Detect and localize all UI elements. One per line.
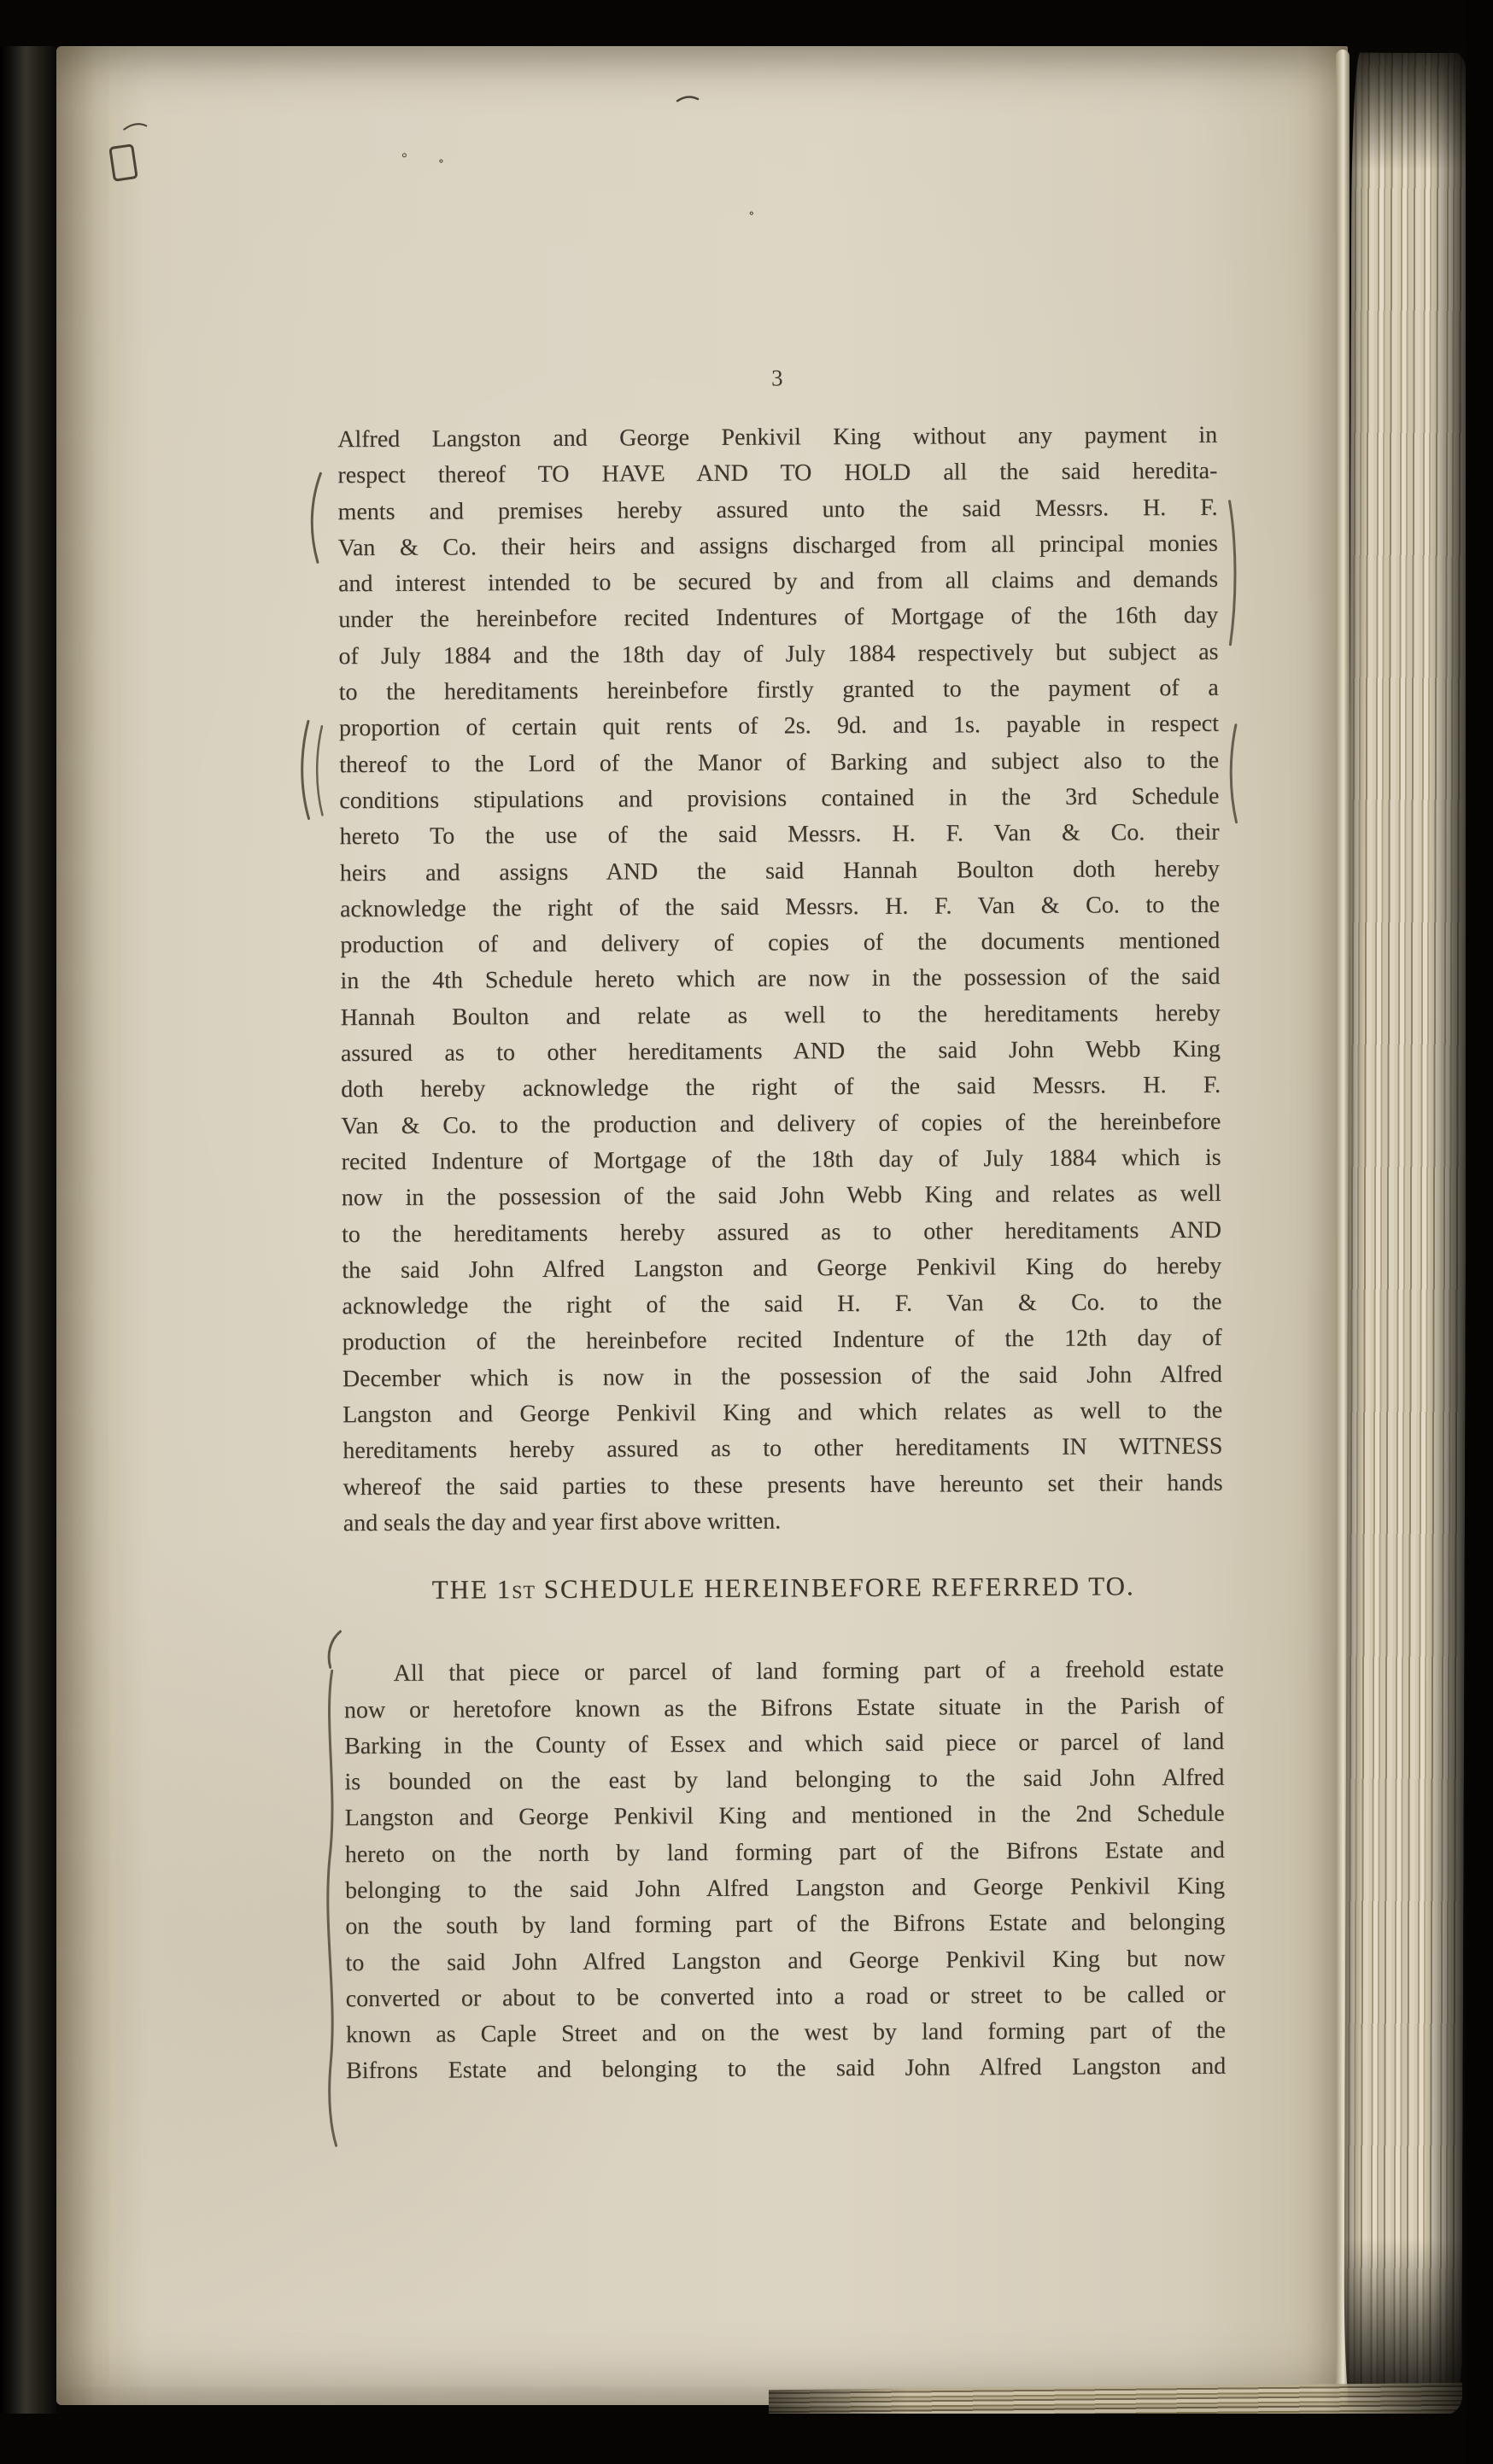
text-line: acknowledge the right of the said Messrs. H. F. Van & Co. to the: [339, 891, 1221, 923]
text-line: conditions stipulations and provisions contained in the 3rd Schedule: [339, 782, 1220, 815]
text-line: ments and premises hereby assured unto the said Messrs. H. F.: [337, 494, 1218, 525]
pen-bracket-left-upper: [312, 473, 321, 562]
text-line: respect thereof TO HAVE AND TO HOLD all the said heredita-: [337, 458, 1218, 489]
text-line: assured as to other hereditaments AND the said John Webb King: [340, 1035, 1221, 1068]
text-line: Van & Co. their heirs and assigns discharged from all principal monies: [337, 530, 1218, 562]
text-line: whereof the said parties to these presents have hereunto set their hands: [343, 1469, 1223, 1501]
text-line: doth hereby acknowledge the right of the said Messrs. H. F.: [341, 1072, 1221, 1103]
photo-background-top: [0, 0, 1493, 46]
text-line: proportion of certain quit rents of 2s. 9d. and 1s. payable in respect: [338, 711, 1220, 742]
text-line: acknowledge the right of the said H. F. Van & Co. to the: [342, 1288, 1222, 1320]
text-line: on the south by land forming part of the Bifrons Estate and belonging: [345, 1909, 1226, 1940]
stamp-mark-icon: [110, 145, 137, 180]
text-line: hereto on the north by land forming part of the Bifrons Estate and: [344, 1836, 1225, 1868]
speck: [440, 160, 442, 162]
dash-mark-top: [677, 97, 698, 101]
text-line: production of the hereinbefore recited Indenture of the 12th day of: [342, 1325, 1222, 1356]
heading-rest: SCHEDULE HEREINBEFORE REFERRED TO.: [535, 1571, 1135, 1605]
text-line: All that piece or parcel of land forming part of a freehold estate: [393, 1656, 1224, 1688]
main-paragraph: [337, 418, 1223, 1542]
page-number: 3: [770, 365, 783, 391]
text-line: Bifrons Estate and belonging to the said John Alfred Langston and: [346, 2053, 1227, 2085]
text-line: production of and delivery of copies of the documents mentioned: [340, 927, 1221, 959]
text-line: hereto To the use of the said Messrs. H. F. Van & Co. their: [339, 819, 1220, 851]
text-line: December which is now in the possession of the said John Alfred: [342, 1361, 1223, 1392]
schedule-paragraph: [344, 1652, 1227, 2090]
photo-background-bottom: [0, 2414, 1493, 2464]
text-line: to the hereditaments hereby assured as to other hereditaments AND: [341, 1216, 1222, 1248]
text-line: now or heretofore known as the Bifrons Estate situate in the Parish of: [343, 1692, 1225, 1724]
speck: [402, 154, 406, 157]
schedule-heading: [343, 1568, 1223, 1610]
text-line: Langston and George Penkivil King and which relates as well to the: [343, 1396, 1223, 1429]
text-line: and seals the day and year first above written.: [343, 1507, 782, 1537]
pen-line-schedule-left: [326, 1671, 336, 2145]
text-line: thereof to the Lord of the Manor of Barking and subject also to the: [339, 746, 1220, 778]
pen-stroke-right-upper: [1230, 501, 1236, 645]
text-line: hereditaments hereby assured as to other hereditaments IN WITNESS: [343, 1433, 1223, 1465]
text-line: Barking in the County of Essex and which said piece or parcel of land: [344, 1728, 1225, 1759]
text-line: to the said John Alfred Langston and George Penkivil King but now: [345, 1945, 1226, 1976]
pen-bracket-right-middle: [1231, 725, 1237, 822]
text-line: in the 4th Schedule hereto which are now in the possession of the said: [340, 963, 1221, 995]
text-line: under the hereinbefore recited Indentures of Mortgage of the 16th day: [338, 602, 1219, 634]
photo-background-right: [1466, 0, 1493, 2464]
text-line: recited Indenture of Mortgage of the 18th day of July 1884 which is: [341, 1144, 1221, 1176]
text-line: heirs and assigns AND the said Hannah Boulton doth hereby: [339, 855, 1220, 887]
text-line: and interest intended to be secured by and from all claims and demands: [337, 566, 1219, 598]
book-page: [56, 46, 1348, 2405]
pen-bracket-left-middle-2: [317, 726, 323, 815]
text-line: to the hereditaments hereinbefore firstly granted to the payment of a: [338, 674, 1219, 706]
pen-hook-schedule: [329, 1631, 341, 1667]
heading-ordinal: ST: [512, 1581, 536, 1603]
text-line: Langston and George Penkivil King and mentioned in the 2nd Schedule: [344, 1800, 1225, 1832]
text-line: Alfred Langston and George Penkivil King without any payment in: [337, 421, 1218, 454]
document-text: [337, 418, 1226, 2090]
page-stack-edge: [1344, 53, 1470, 2403]
text-line: the said John Alfred Langston and George Penkivil King do hereby: [342, 1252, 1222, 1285]
text-line: known as Caple Street and on the west by land forming part of the: [345, 2016, 1227, 2049]
text-line: now in the possession of the said John Webb King and relates as well: [341, 1180, 1221, 1212]
heading-prefix: THE 1: [431, 1574, 512, 1605]
text-line: is bounded on the east by land belonging to the said John Alfred: [344, 1764, 1225, 1796]
pen-bracket-left-middle-1: [302, 721, 308, 818]
text-line: of July 1884 and the 18th day of July 1884 respectively but subject as: [338, 638, 1219, 670]
text-line: converted or about to be converted into a road or street to be called or: [345, 1981, 1226, 2013]
speck: [750, 212, 752, 214]
text-line: Van & Co. to the production and delivery of copies of the hereinbefore: [341, 1108, 1221, 1139]
text-line: belonging to the said John Alfred Langston and George Penkivil King: [344, 1872, 1226, 1905]
book-spine-shadow: [0, 0, 56, 2464]
scratch-mark: [124, 124, 146, 129]
text-line: Hannah Boulton and relate as well to the hereditaments hereby: [340, 999, 1221, 1031]
page-content: [50, 43, 1354, 2408]
